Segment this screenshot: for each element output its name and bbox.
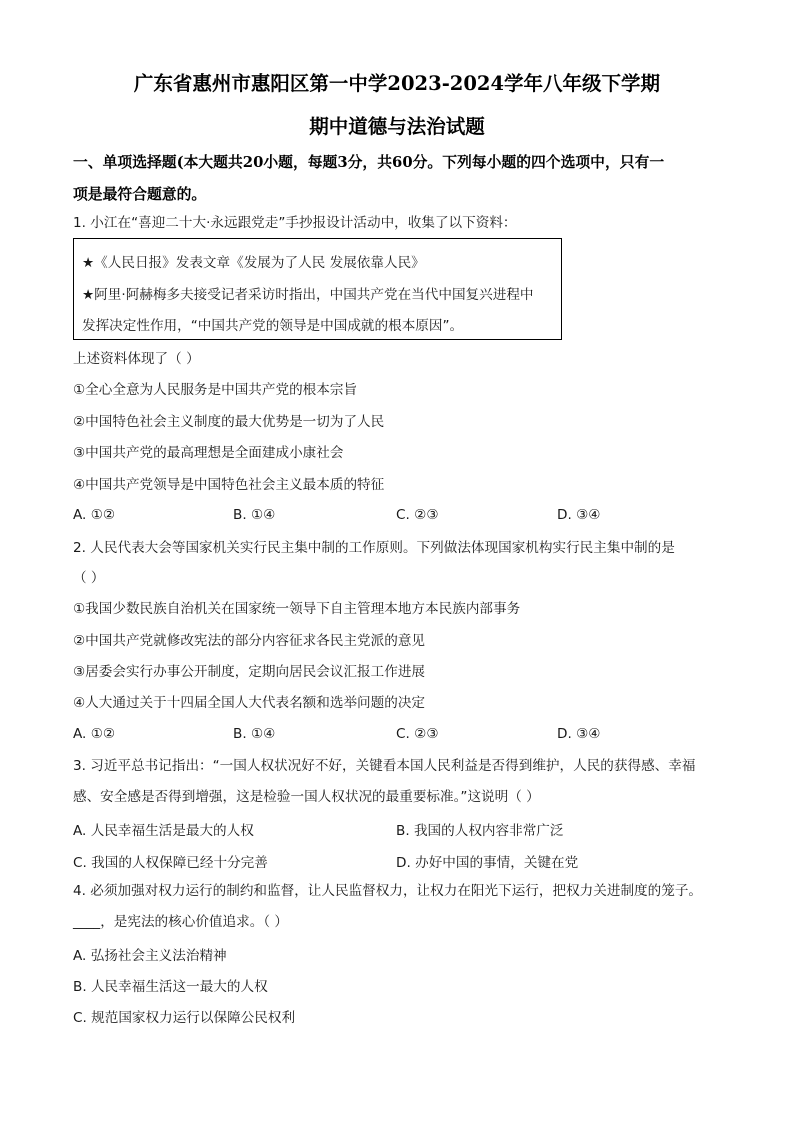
q1-item: ②中国特色社会主义制度的最大优势是一切为了人民 [73,414,385,430]
q2-option-b: B. ①④ [233,726,276,742]
q1-item: ①全心全意为人民服务是中国共产党的根本宗旨 [73,382,358,398]
q3-option-d: D. 办好中国的事情，关键在党 [396,855,579,871]
q2-item: ①我国少数民族自治机关在国家统一领导下自主管理本地方本民族内部事务 [73,601,521,617]
q1-option-a: A. ①② [73,507,116,523]
q1-material-line: ★阿里·阿赫梅多夫接受记者采访时指出，中国共产党在当代中国复兴进程中 [82,287,534,303]
q4-stem-line1: 4. 必须加强对权力运行的制约和监督，让人民监督权力，让权力在阳光下运行，把权力关进制度的笼子。 [73,883,703,899]
q1-option-c: C. ②③ [396,507,439,523]
q4-stem-line2: ____，是宪法的核心价值追求。（ ） [73,914,289,930]
q2-option-d: D. ③④ [557,726,601,742]
q3-option-c: C. 我国的人权保障已经十分完善 [73,855,268,871]
section-heading-line1: 一、单项选择题(本大题共20小题，每题3分，共60分。下列每小题的四个选项中，只有一 [73,154,665,171]
q2-stem-line1: 2. 人民代表大会等国家机关实行民主集中制的工作原则。下列做法体现国家机构实行民主集中制的是 [73,540,675,556]
q2-stem-line2: （ ） [73,570,105,586]
q4-option-a: A. 弘扬社会主义法治精神 [73,948,227,964]
q1-item: ③中国共产党的最高理想是全面建成小康社会 [73,445,344,461]
q4-option-c: C. 规范国家权力运行以保障公民权利 [73,1010,296,1026]
q1-prompt: 上述资料体现了（ ） [73,351,200,367]
q2-option-c: C. ②③ [396,726,439,742]
section-heading-line2: 项是最符合题意的。 [73,186,207,203]
q1-material-box [73,238,562,340]
exam-title-line1: 广东省惠州市惠阳区第一中学2023-2024学年八年级下学期 [133,72,661,95]
exam-title-line2: 期中道德与法治试题 [309,115,485,138]
q1-option-d: D. ③④ [557,507,601,523]
q1-material-line: 发挥决定性作用，“中国共产党的领导是中国成就的根本原因”。 [82,318,464,334]
q3-stem-line1: 3. 习近平总书记指出：“一国人权状况好不好，关键看本国人民利益是否得到维护，人民的获得感、幸福 [73,758,696,774]
q1-material-line: ★《人民日报》发表文章《发展为了人民 发展依靠人民》 [82,255,425,271]
q2-item: ②中国共产党就修改宪法的部分内容征求各民主党派的意见 [73,633,426,649]
q2-item: ④人大通过关于十四届全国人大代表名额和选举问题的决定 [73,695,426,711]
q4-option-b: B. 人民幸福生活这一最大的人权 [73,979,268,995]
q1-stem: 1. 小江在“喜迎二十大·永远跟党走”手抄报设计活动中，收集了以下资料： [73,215,517,231]
q1-option-b: B. ①④ [233,507,276,523]
q3-stem-line2: 感、安全感是否得到增强，这是检验一国人权状况的最重要标准。”这说明（ ） [73,789,540,805]
q2-option-a: A. ①② [73,726,116,742]
q1-item: ④中国共产党领导是中国特色社会主义最本质的特征 [73,477,385,493]
q3-option-b: B. 我国的人权内容非常广泛 [396,823,564,839]
q3-option-a: A. 人民幸福生活是最大的人权 [73,823,254,839]
q2-item: ③居委会实行办事公开制度，定期向居民会议汇报工作进展 [73,664,426,680]
